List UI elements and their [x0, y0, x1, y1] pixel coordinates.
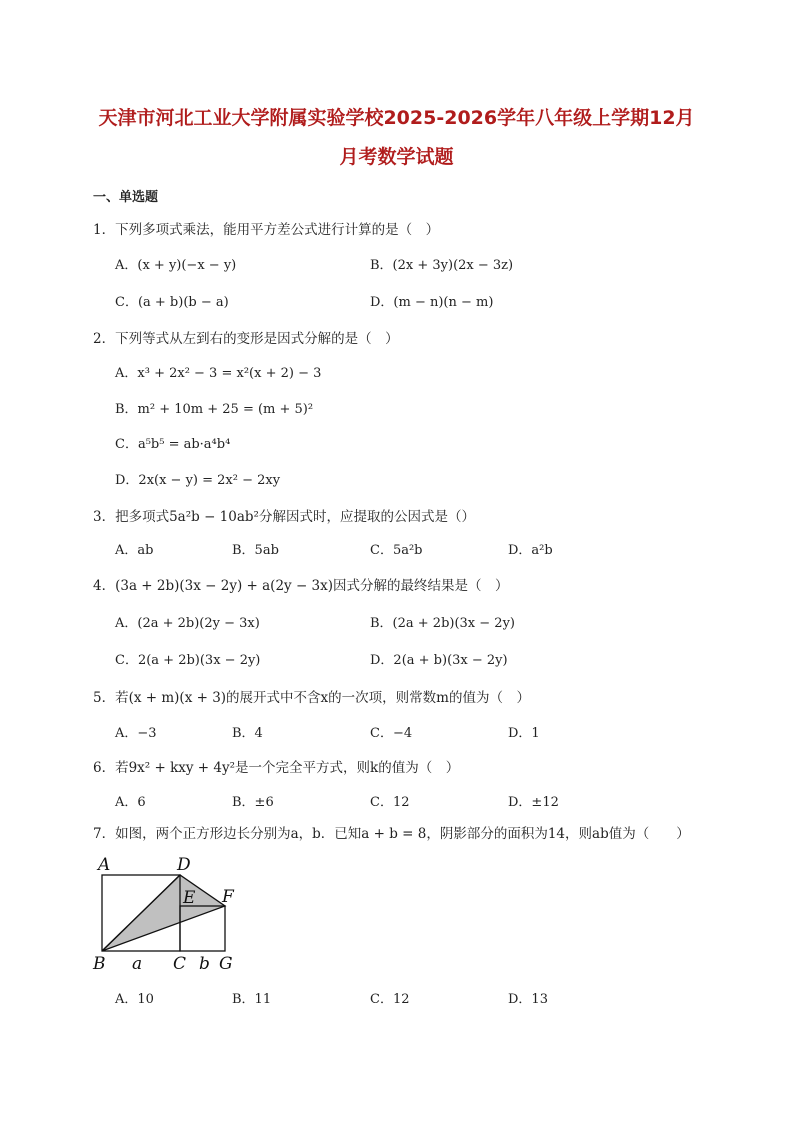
shaded-triangle — [102, 875, 225, 951]
question-1-option-a: A．(x + y)(−x − y) — [115, 258, 237, 273]
squares-figure — [92, 853, 252, 973]
question-3-option-b: B．5ab — [232, 543, 279, 558]
question-4-option-b: B．(2a + 2b)(3x − 2y) — [370, 616, 515, 631]
question-7-option-a: A．10 — [115, 992, 154, 1007]
question-2-option-b: B．m² + 10m + 25 = (m + 5)² — [115, 402, 314, 417]
label-G: G — [219, 954, 233, 973]
document-title-line2: 月考数学试题 — [339, 146, 454, 168]
question-4-stem: 4．(3a + 2b)(3x − 2y) + a(2y − 3x)因式分解的最终结果是（ ） — [93, 578, 509, 594]
question-7-option-d: D．13 — [508, 992, 548, 1007]
question-5-option-b: B．4 — [232, 726, 263, 741]
label-F: F — [222, 887, 234, 907]
label-E: E — [183, 888, 196, 908]
question-4-option-d: D．2(a + b)(3x − 2y) — [370, 653, 508, 668]
label-B: B — [93, 954, 106, 973]
label-C: C — [173, 954, 187, 973]
question-2-option-d: D．2x(x − y) = 2x² − 2xy — [115, 473, 281, 488]
question-3-option-c: C．5a²b — [370, 543, 423, 558]
question-4-option-a: A．(2a + 2b)(2y − 3x) — [115, 616, 260, 631]
question-2-option-c: C．a⁵b⁵ = ab·a⁴b⁴ — [115, 437, 231, 452]
question-1-option-b: B．(2x + 3y)(2x − 3z) — [370, 258, 514, 273]
question-7-stem: 7．如图，两个正方形边长分别为a，b．已知a + b = 8，阴影部分的面积为14，则ab值为（ ） — [93, 826, 690, 842]
document-title-line1: 天津市河北工业大学附属实验学校2025-2026学年八年级上学期12月 — [98, 107, 695, 129]
question-1-option-c: C．(a + b)(b − a) — [115, 295, 229, 310]
question-6-option-d: D．±12 — [508, 795, 559, 810]
question-1-stem: 1．下列多项式乘法，能用平方差公式进行计算的是（ ） — [93, 222, 440, 238]
question-7-option-c: C．12 — [370, 992, 410, 1007]
label-D: D — [177, 855, 191, 875]
question-3-option-a: A．ab — [115, 543, 154, 558]
question-6-option-b: B．±6 — [232, 795, 274, 810]
question-5-option-d: D．1 — [508, 726, 540, 741]
label-b: b — [199, 954, 210, 973]
question-6-stem: 6．若9x² + kxy + 4y²是一个完全平方式，则k的值为（ ） — [93, 760, 460, 776]
section-heading: 一、单选题 — [93, 190, 159, 205]
question-2-option-a: A．x³ + 2x² − 3 = x²(x + 2) − 3 — [115, 366, 322, 381]
question-2-stem: 2．下列等式从左到右的变形是因式分解的是（ ） — [93, 331, 399, 347]
question-6-option-c: C．12 — [370, 795, 410, 810]
question-5-stem: 5．若(x + m)(x + 3)的展开式中不含x的一次项，则常数m的值为（ ） — [93, 690, 530, 706]
question-1-option-d: D．(m − n)(n − m) — [370, 295, 494, 310]
label-A: A — [98, 855, 111, 875]
question-5-option-a: A．−3 — [115, 726, 157, 741]
question-3-stem: 3．把多项式5a²b − 10ab²分解因式时，应提取的公因式是（） — [93, 509, 475, 525]
question-5-option-c: C．−4 — [370, 726, 413, 741]
question-4-option-c: C．2(a + 2b)(3x − 2y) — [115, 653, 261, 668]
question-3-option-d: D．a²b — [508, 543, 553, 558]
label-a: a — [132, 954, 143, 973]
question-6-option-a: A．6 — [115, 795, 146, 810]
question-7-option-b: B．11 — [232, 992, 272, 1007]
